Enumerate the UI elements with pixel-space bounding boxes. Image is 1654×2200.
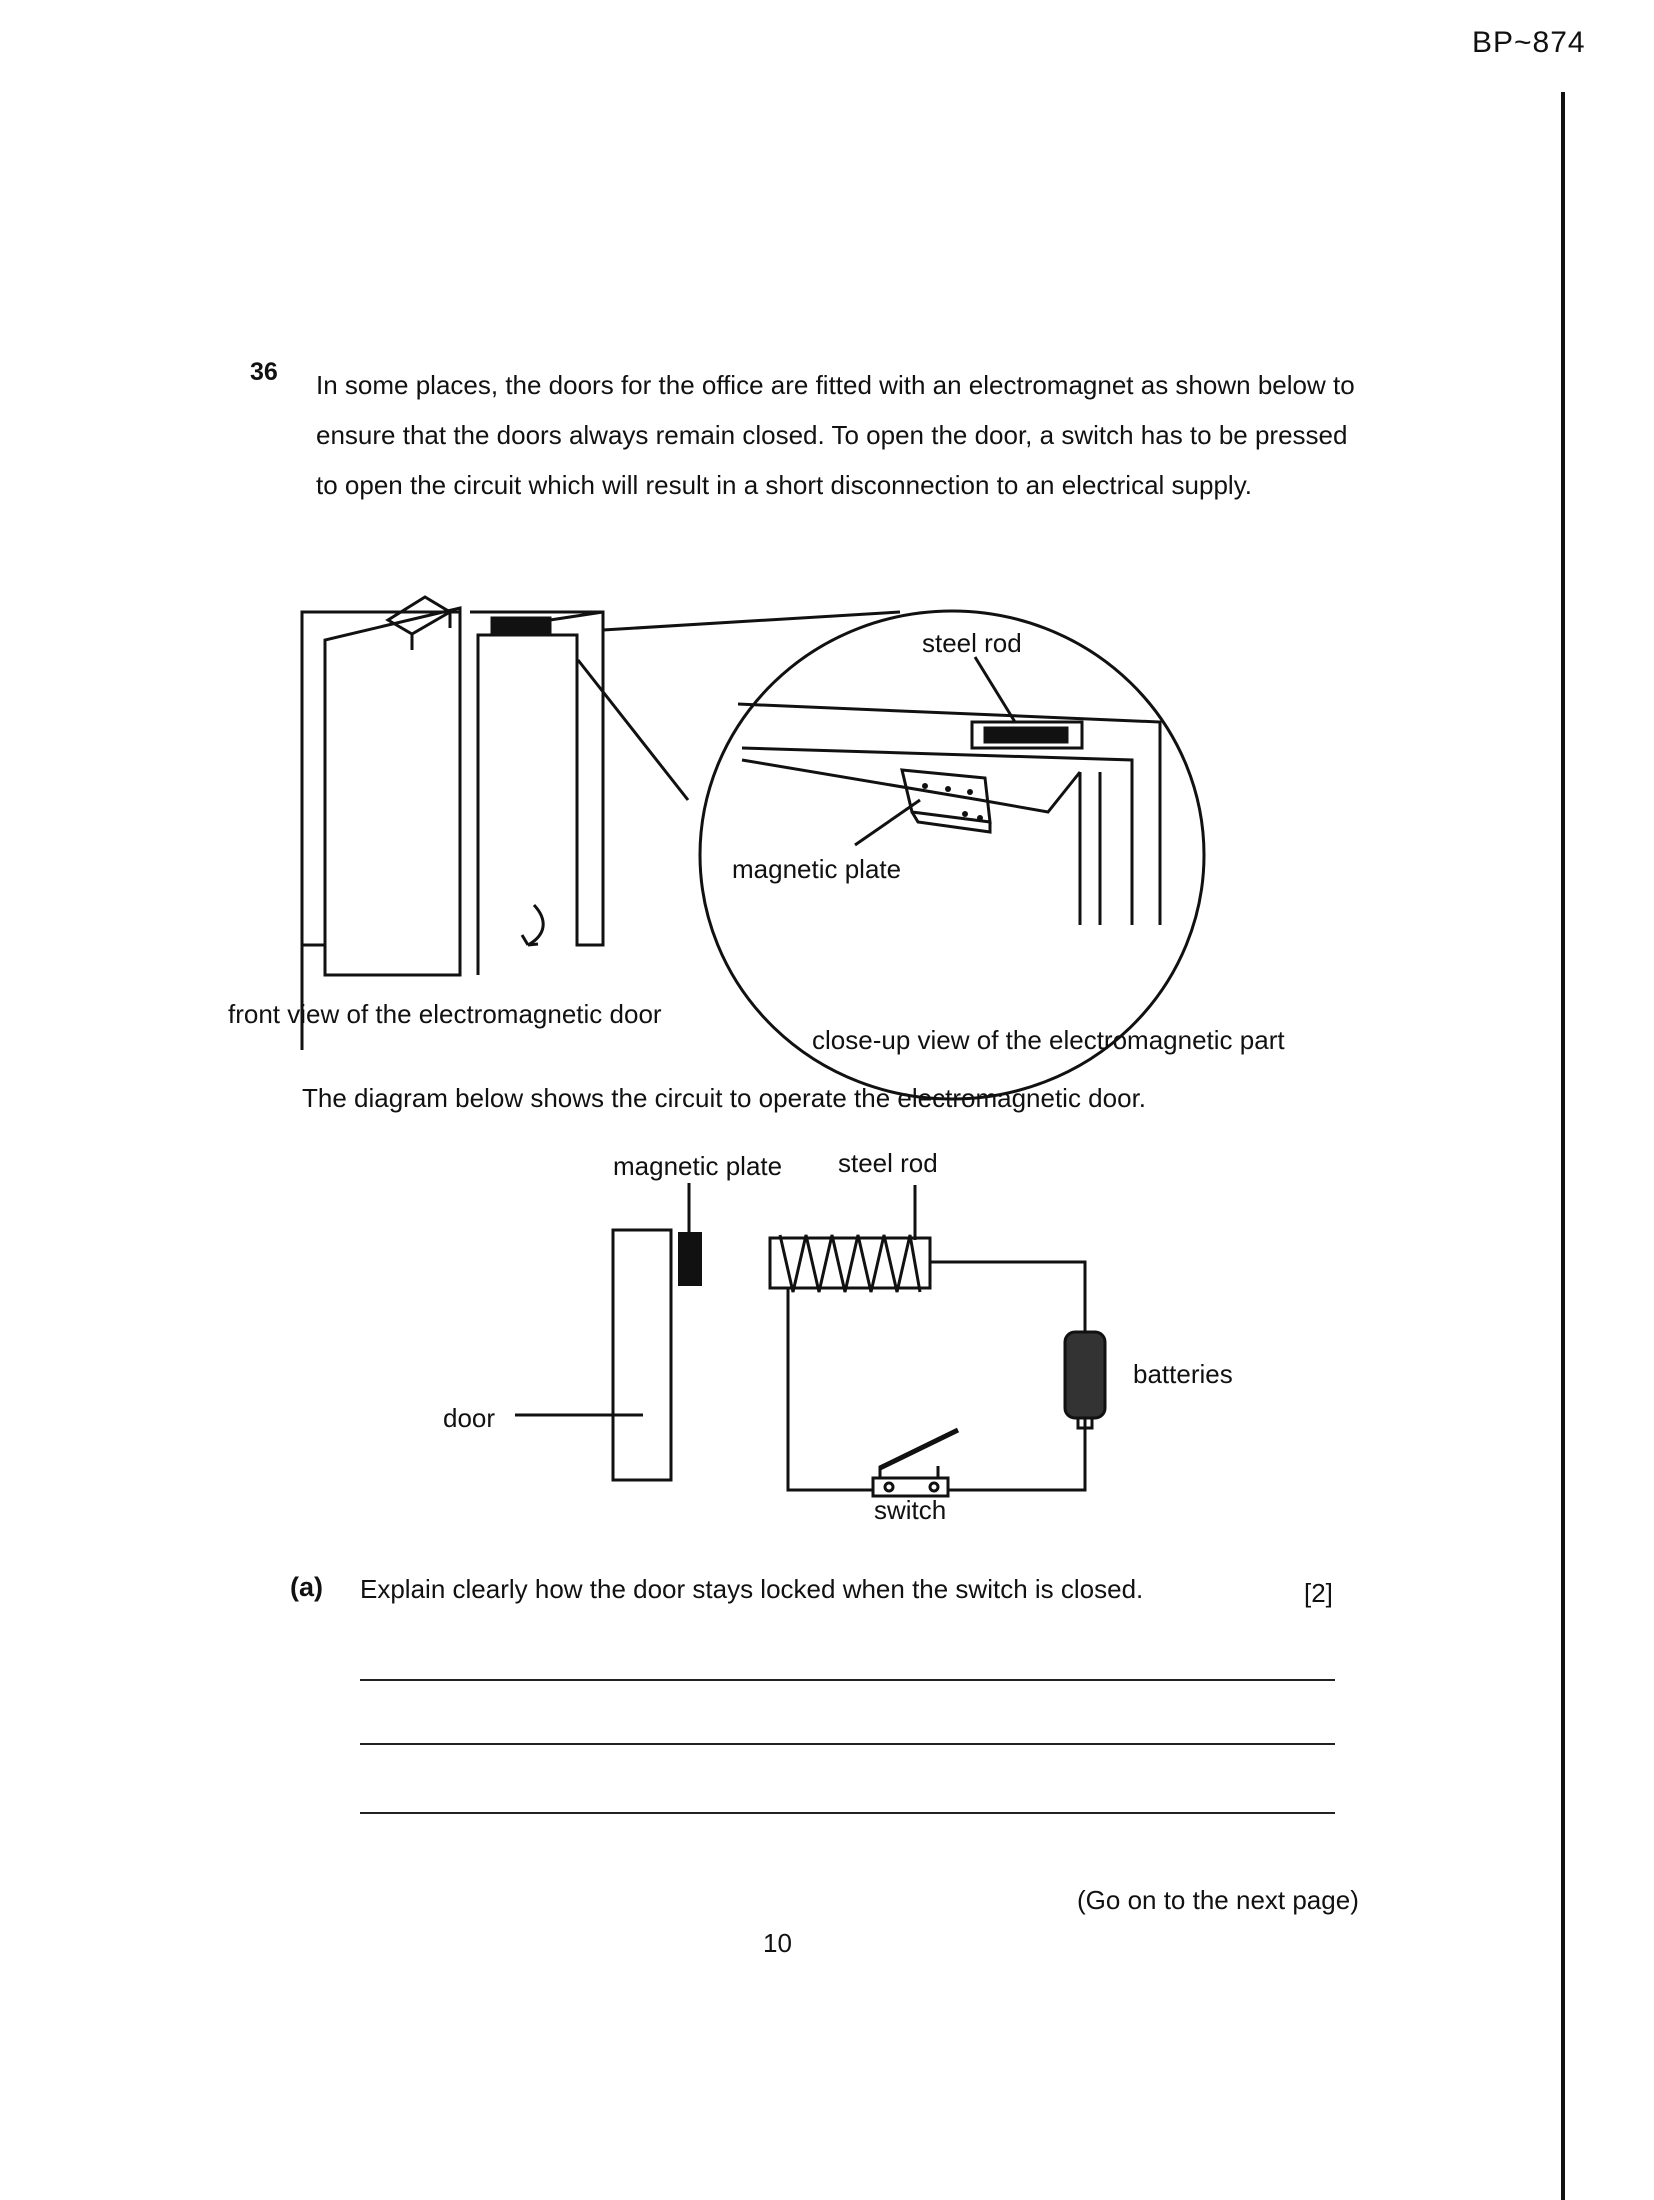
answer-line[interactable]	[360, 1812, 1335, 1814]
part-a-label: (a)	[290, 1572, 323, 1602]
circuit-magnetic-plate	[678, 1232, 702, 1286]
question-text: In some places, the doors for the office are fitted with an electromagnet as shown below to ensure that the doors always remain closed. To open the door, a switch has to be pressed to open the circuit which will result in a short disconnection to an electrical supply.	[316, 370, 1355, 500]
label-steel-rod: steel rod	[922, 628, 1022, 658]
wire-left	[788, 1288, 873, 1490]
paper-code: BP~874	[1472, 26, 1586, 59]
wire-top-right	[930, 1262, 1085, 1332]
part-a-marks: [2]	[1304, 1578, 1333, 1608]
caption-closeup-view: close-up view of the electromagnetic part	[812, 1025, 1285, 1055]
circuit-label-door: door	[443, 1403, 496, 1433]
go-on-note: (Go on to the next page)	[1077, 1885, 1359, 1915]
circuit-label-switch: switch	[874, 1495, 947, 1525]
label-magnetic-plate: magnetic plate	[732, 854, 902, 884]
caption-front-view: front view of the electromagnetic door	[228, 999, 662, 1029]
page-number: 10	[763, 1928, 792, 1958]
circuit-label-magnetic-plate: magnetic plate	[613, 1151, 783, 1181]
coil	[780, 1235, 920, 1292]
circuit-door	[613, 1230, 671, 1480]
question-number: 36	[250, 358, 278, 386]
circuit-label-batteries: batteries	[1133, 1359, 1233, 1389]
circuit-label-steel-rod: steel rod	[838, 1148, 938, 1178]
batteries	[1065, 1332, 1105, 1418]
circuit-steel-rod	[770, 1238, 930, 1288]
circuit-intro: The diagram below shows the circuit to operate the electromagnetic door.	[302, 1083, 1147, 1113]
answer-line[interactable]	[360, 1679, 1335, 1681]
wire-bottom-right	[948, 1418, 1085, 1490]
part-a-text: Explain clearly how the door stays locked when the switch is closed.	[360, 1574, 1144, 1604]
answer-line[interactable]	[360, 1743, 1335, 1745]
